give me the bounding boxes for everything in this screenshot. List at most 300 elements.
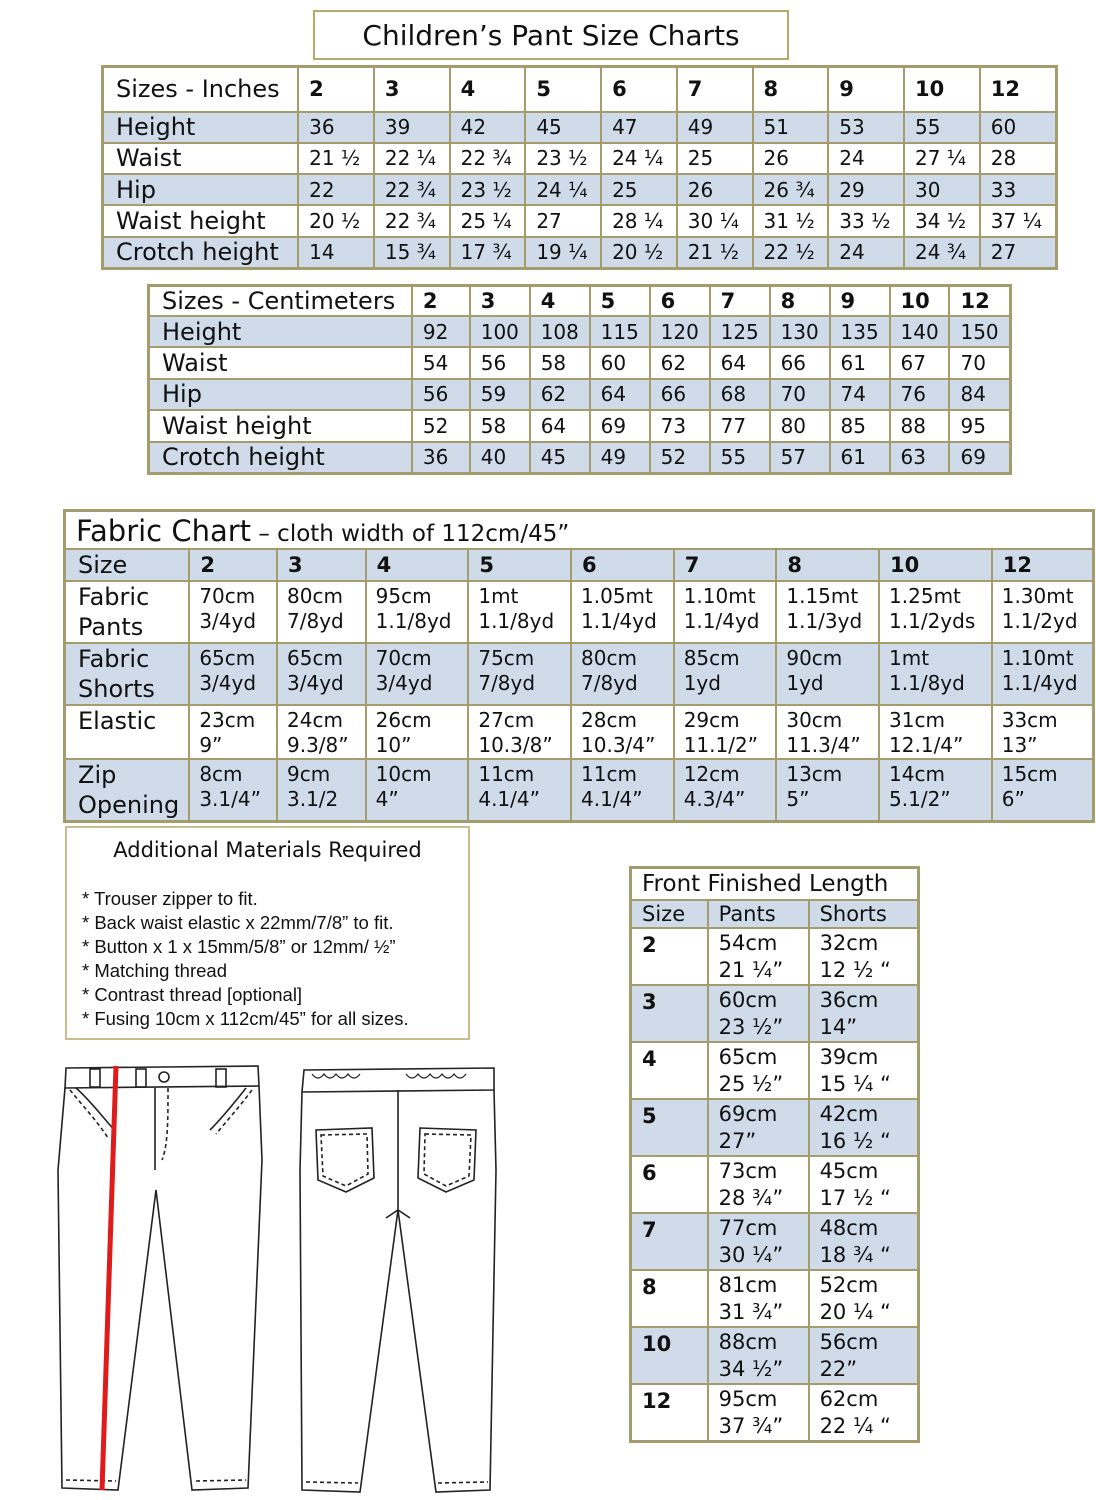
cell-metric: 70cm <box>375 646 432 670</box>
cell-imperial: 14” <box>819 1014 858 1039</box>
row-label: Hip <box>149 379 412 410</box>
cell-metric: 88cm <box>718 1329 778 1354</box>
table-cell: 42 <box>450 112 526 143</box>
cell-imperial: 27” <box>718 1128 757 1153</box>
cell-metric: 69cm <box>718 1101 778 1126</box>
cell-metric: 1.10mt <box>1001 646 1074 670</box>
row-label-line: Fabric <box>78 645 150 673</box>
cell-imperial: 1.1/4yd <box>1001 671 1078 695</box>
table-cell <box>992 759 1094 822</box>
table-cell: 25 ¼ <box>450 205 526 236</box>
size-header: 2 <box>298 67 374 112</box>
table-cell: 49 <box>590 442 650 474</box>
table-cell: 23 ½ <box>450 174 526 205</box>
cell-metric: 80cm <box>287 584 343 608</box>
table-cell: 34 ½ <box>904 205 980 236</box>
size-cell: 6 <box>631 1156 708 1213</box>
centimeters-header-label: Sizes - Centimeters <box>149 286 412 317</box>
cell-imperial: 1yd <box>786 671 824 695</box>
cell-imperial: 4.1/4” <box>478 787 540 811</box>
row-label-line: Zip <box>78 761 117 789</box>
cell-metric: 11cm <box>581 762 637 786</box>
table-cell: 52 <box>412 410 470 441</box>
cell-imperial: 1.1/8yd <box>889 671 965 695</box>
size-cell: 4 <box>631 1042 708 1099</box>
materials-item: * Button x 1 x 15mm/5/8” or 12mm/ ½” <box>82 936 396 957</box>
materials-item: * Contrast thread [optional] <box>82 984 303 1005</box>
table-cell: 22 ½ <box>753 237 829 269</box>
shorts-cell <box>809 1042 919 1099</box>
size-cell: 12 <box>631 1384 708 1442</box>
table-cell: 108 <box>530 316 590 347</box>
row-label: Crotch height <box>149 442 412 474</box>
pants-cell <box>708 1384 809 1442</box>
table-cell: 57 <box>770 442 830 474</box>
table-row <box>149 442 1011 474</box>
table-cell: 33 <box>980 174 1057 205</box>
size-header: 9 <box>828 67 904 112</box>
cell-imperial: 31 ¾” <box>718 1299 784 1324</box>
cell-metric: 33cm <box>1001 708 1058 732</box>
table-cell: 62 <box>650 347 710 378</box>
cell-imperial: 5” <box>786 787 810 811</box>
cell-metric: 15cm <box>1001 762 1058 786</box>
inches-header-label: Sizes - Inches <box>103 67 299 112</box>
ffl-header-shorts: Shorts <box>809 900 919 928</box>
back-pocket-left <box>316 1128 374 1192</box>
fabric-title-text: Fabric Chart <box>76 514 252 548</box>
cell-imperial: 3.1/2 <box>287 787 339 811</box>
table-cell: 25 <box>677 143 753 174</box>
cell-metric: 65cm <box>287 646 343 670</box>
table-cell: 73 <box>650 410 710 441</box>
pants-back-view <box>290 1060 510 1500</box>
cell-metric: 65cm <box>718 1044 778 1069</box>
table-cell <box>277 581 366 643</box>
row-label: Height <box>103 112 299 143</box>
cell-metric: 42cm <box>819 1101 879 1126</box>
table-cell: 22 ¾ <box>374 174 450 205</box>
cell-metric: 90cm <box>786 646 843 670</box>
row-label-line: Fabric <box>78 583 150 611</box>
table-cell: 70 <box>770 379 830 410</box>
front-pocket-left <box>76 1088 116 1132</box>
size-header: 9 <box>830 286 890 317</box>
table-row <box>631 1156 919 1213</box>
cell-imperial: 17 ½ “ <box>819 1185 891 1210</box>
table-cell: 88 <box>890 410 950 441</box>
cell-metric: 14cm <box>889 762 945 786</box>
table-cell: 56 <box>412 379 470 410</box>
table-cell: 120 <box>650 316 710 347</box>
table-cell: 47 <box>601 112 677 143</box>
size-cell: 5 <box>631 1099 708 1156</box>
centimeters-size-table <box>147 284 1012 475</box>
cell-metric: 60cm <box>718 987 778 1012</box>
table-row <box>103 112 1057 143</box>
cell-imperial: 22” <box>819 1356 858 1381</box>
size-cell: 7 <box>631 1213 708 1270</box>
ffl-header-row <box>631 900 919 928</box>
materials-item: * Trouser zipper to fit. <box>82 888 258 909</box>
table-cell: 33 ½ <box>828 205 904 236</box>
materials-item: * Back waist elastic x 22mm/7/8” to fit. <box>82 912 394 933</box>
cell-imperial: 21 ¼” <box>718 957 784 982</box>
cell-metric: 65cm <box>199 646 256 670</box>
size-header: 12 <box>949 286 1010 317</box>
table-cell: 85 <box>830 410 890 441</box>
row-label <box>65 705 190 759</box>
size-header: 12 <box>992 549 1094 581</box>
cell-metric: 1mt <box>889 646 930 670</box>
cell-imperial: 3/4yd <box>375 671 433 695</box>
size-header: 5 <box>590 286 650 317</box>
front-pocket-right <box>210 1088 246 1130</box>
size-header: 4 <box>450 67 526 112</box>
size-header: 3 <box>277 549 366 581</box>
cell-imperial: 22 ¼ “ <box>819 1413 891 1438</box>
cell-imperial: 10” <box>375 733 412 757</box>
cell-metric: 56cm <box>819 1329 879 1354</box>
row-label-line: Shorts <box>78 675 155 703</box>
pants-outline <box>58 1086 262 1490</box>
table-row <box>631 1270 919 1327</box>
table-row <box>65 705 1094 759</box>
cell-imperial: 18 ¾ “ <box>819 1242 891 1267</box>
table-cell: 39 <box>374 112 450 143</box>
cell-metric: 73cm <box>718 1158 778 1183</box>
shorts-cell <box>809 1327 919 1384</box>
table-row <box>631 985 919 1042</box>
size-header: 6 <box>650 286 710 317</box>
table-cell: 95 <box>949 410 1010 441</box>
cell-metric: 11cm <box>478 762 535 786</box>
table-cell: 92 <box>412 316 470 347</box>
row-label-line: Opening <box>78 791 180 819</box>
table-cell <box>571 643 674 705</box>
pants-cell <box>708 985 809 1042</box>
cell-imperial: 4” <box>375 787 399 811</box>
table-row <box>65 581 1094 643</box>
table-cell: 125 <box>710 316 770 347</box>
table-cell: 53 <box>828 112 904 143</box>
cell-imperial: 20 ¼ “ <box>819 1299 891 1324</box>
table-cell: 29 <box>828 174 904 205</box>
row-label <box>65 759 190 822</box>
cell-metric: 48cm <box>819 1215 879 1240</box>
cell-metric: 95cm <box>718 1386 778 1411</box>
table-cell: 22 <box>298 174 374 205</box>
size-header: 12 <box>980 67 1057 112</box>
cell-metric: 26cm <box>375 708 432 732</box>
table-cell: 130 <box>770 316 830 347</box>
table-cell <box>189 643 277 705</box>
fabric-header-row <box>65 549 1094 581</box>
table-cell: 19 ¼ <box>525 237 601 269</box>
table-row <box>65 643 1094 705</box>
table-cell <box>879 643 992 705</box>
size-header: 5 <box>468 549 571 581</box>
table-row <box>631 1384 919 1442</box>
table-cell <box>879 581 992 643</box>
table-row <box>103 237 1057 269</box>
table-cell <box>468 581 571 643</box>
size-header: 7 <box>710 286 770 317</box>
table-cell <box>776 581 879 643</box>
table-cell: 59 <box>470 379 530 410</box>
cell-imperial: 1.1/4yd <box>683 609 760 633</box>
cell-imperial: 23 ½” <box>718 1014 784 1039</box>
table-row <box>631 1099 919 1156</box>
size-header: 8 <box>753 67 829 112</box>
table-row <box>631 1213 919 1270</box>
table-cell: 68 <box>710 379 770 410</box>
cell-imperial: 11.3/4” <box>786 733 861 757</box>
materials-item: * Fusing 10cm x 112cm/45” for all sizes. <box>82 1008 409 1029</box>
table-cell: 22 ¾ <box>450 143 526 174</box>
table-cell: 28 ¼ <box>601 205 677 236</box>
row-label: Waist <box>149 347 412 378</box>
cell-imperial: 15 ¼ “ <box>819 1071 891 1096</box>
table-row <box>631 1042 919 1099</box>
table-cell <box>776 759 879 822</box>
table-cell: 150 <box>949 316 1010 347</box>
table-cell: 30 ¼ <box>677 205 753 236</box>
table-cell: 140 <box>890 316 950 347</box>
cell-metric: 8cm <box>199 762 243 786</box>
table-cell: 27 ¼ <box>904 143 980 174</box>
size-header: 6 <box>601 67 677 112</box>
cell-imperial: 28 ¾” <box>718 1185 784 1210</box>
table-cell <box>674 581 777 643</box>
fabric-subtitle: – cloth width of 112cm/45” <box>251 521 570 547</box>
table-row <box>65 759 1094 822</box>
table-cell <box>992 643 1094 705</box>
table-cell <box>366 759 469 822</box>
size-header: 4 <box>366 549 469 581</box>
cell-imperial: 10.3/4” <box>581 733 656 757</box>
table-cell: 36 <box>298 112 374 143</box>
size-header: 4 <box>530 286 590 317</box>
ffl-title: Front Finished Length <box>631 868 919 900</box>
pants-cell <box>708 1213 809 1270</box>
cell-metric: 1mt <box>478 584 519 608</box>
cell-imperial: 9.3/8” <box>287 733 349 757</box>
table-cell: 51 <box>753 112 829 143</box>
cell-imperial: 9” <box>199 733 223 757</box>
table-cell: 67 <box>890 347 950 378</box>
table-cell: 45 <box>525 112 601 143</box>
table-cell: 14 <box>298 237 374 269</box>
cell-metric: 45cm <box>819 1158 879 1183</box>
table-cell: 26 <box>677 174 753 205</box>
table-cell <box>366 581 469 643</box>
cell-metric: 1.25mt <box>889 584 961 608</box>
cell-metric: 23cm <box>199 708 256 732</box>
size-header: 8 <box>776 549 879 581</box>
row-label: Crotch height <box>103 237 299 269</box>
table-cell: 69 <box>590 410 650 441</box>
cell-imperial: 25 ½” <box>718 1071 784 1096</box>
table-cell: 36 <box>412 442 470 474</box>
table-cell: 58 <box>470 410 530 441</box>
cell-imperial: 12.1/4” <box>889 733 964 757</box>
table-cell: 60 <box>590 347 650 378</box>
table-cell: 24 ¼ <box>601 143 677 174</box>
cell-metric: 81cm <box>718 1272 778 1297</box>
table-row <box>103 174 1057 205</box>
table-cell <box>366 643 469 705</box>
pants-cell <box>708 1270 809 1327</box>
cell-metric: 95cm <box>375 584 432 608</box>
cell-imperial: 1.1/4yd <box>581 609 657 633</box>
table-cell: 37 ¼ <box>980 205 1057 236</box>
cell-metric: 80cm <box>581 646 637 670</box>
size-cell: 8 <box>631 1270 708 1327</box>
cell-metric: 32cm <box>819 930 879 955</box>
cell-metric: 13cm <box>786 762 843 786</box>
cell-metric: 10cm <box>375 762 432 786</box>
size-header: 6 <box>571 549 674 581</box>
table-cell: 21 ½ <box>677 237 753 269</box>
cell-metric: 28cm <box>581 708 637 732</box>
size-header: 10 <box>879 549 992 581</box>
table-cell: 115 <box>590 316 650 347</box>
table-cell: 27 <box>525 205 601 236</box>
cell-imperial: 1.1/8yd <box>478 609 555 633</box>
table-cell: 22 ¼ <box>374 143 450 174</box>
cell-metric: 27cm <box>478 708 535 732</box>
shorts-cell <box>809 1099 919 1156</box>
length-measure-line <box>102 1066 116 1490</box>
pants-cell <box>708 1156 809 1213</box>
materials-item: * Matching thread <box>82 960 228 981</box>
table-cell: 40 <box>470 442 530 474</box>
cell-metric: 85cm <box>683 646 740 670</box>
ffl-title-row <box>631 868 919 900</box>
table-cell: 61 <box>830 442 890 474</box>
size-header: 3 <box>374 67 450 112</box>
cell-imperial: 3.1/4” <box>199 787 261 811</box>
cell-imperial: 16 ½ “ <box>819 1128 891 1153</box>
cell-imperial: 5.1/2” <box>889 787 951 811</box>
row-label <box>65 643 190 705</box>
table-row <box>149 410 1011 441</box>
shorts-cell <box>809 985 919 1042</box>
cell-imperial: 7/8yd <box>478 671 536 695</box>
table-cell: 70 <box>949 347 1010 378</box>
table-cell: 26 <box>753 143 829 174</box>
pants-cell <box>708 1099 809 1156</box>
table-cell <box>992 581 1094 643</box>
table-cell: 24 <box>828 143 904 174</box>
size-header: 3 <box>470 286 530 317</box>
table-row <box>149 379 1011 410</box>
ffl-header-pants: Pants <box>708 900 809 928</box>
size-header: 10 <box>904 67 980 112</box>
table-cell: 25 <box>601 174 677 205</box>
table-cell <box>189 759 277 822</box>
table-cell: 84 <box>949 379 1010 410</box>
table-cell <box>776 705 879 759</box>
table-cell <box>571 581 674 643</box>
fabric-title-row <box>65 511 1094 550</box>
cell-metric: 9cm <box>287 762 331 786</box>
table-cell: 80 <box>770 410 830 441</box>
cell-metric: 12cm <box>683 762 740 786</box>
table-cell: 24 ¼ <box>525 174 601 205</box>
table-cell: 49 <box>677 112 753 143</box>
button-icon <box>159 1072 169 1082</box>
row-label: Waist height <box>103 205 299 236</box>
table-cell: 27 <box>980 237 1057 269</box>
cell-imperial: 13” <box>1001 733 1038 757</box>
cell-metric: 1.10mt <box>683 584 756 608</box>
table-cell: 20 ½ <box>601 237 677 269</box>
table-cell: 66 <box>770 347 830 378</box>
table-cell: 23 ½ <box>525 143 601 174</box>
cell-imperial: 10.3/8” <box>478 733 553 757</box>
table-cell: 64 <box>530 410 590 441</box>
table-cell: 77 <box>710 410 770 441</box>
table-cell <box>674 643 777 705</box>
table-cell: 76 <box>890 379 950 410</box>
cell-metric: 70cm <box>199 584 256 608</box>
table-row <box>103 143 1057 174</box>
front-finished-length-table <box>629 866 920 1443</box>
table-cell: 64 <box>710 347 770 378</box>
additional-materials-box <box>65 826 470 1040</box>
table-row <box>631 928 919 985</box>
fabric-chart-table <box>63 509 1095 823</box>
cell-imperial: 3/4yd <box>287 671 344 695</box>
ffl-header-size: Size <box>631 900 708 928</box>
shorts-cell <box>809 1213 919 1270</box>
page-title: Children’s Pant Size Charts <box>313 10 789 60</box>
table-row <box>103 205 1057 236</box>
table-cell: 100 <box>470 316 530 347</box>
table-row <box>149 316 1011 347</box>
row-label: Waist <box>103 143 299 174</box>
table-cell <box>189 581 277 643</box>
shorts-cell <box>809 928 919 985</box>
table-cell: 135 <box>830 316 890 347</box>
table-cell: 66 <box>650 379 710 410</box>
cell-imperial: 30 ¼” <box>718 1242 784 1267</box>
table-cell: 21 ½ <box>298 143 374 174</box>
cell-imperial: 1.1/2yds <box>889 609 976 633</box>
cell-imperial: 1.1/3yd <box>786 609 863 633</box>
materials-title: Additional Materials Required <box>113 838 422 862</box>
table-cell: 52 <box>650 442 710 474</box>
table-cell: 17 ¾ <box>450 237 526 269</box>
cell-metric: 54cm <box>718 930 778 955</box>
table-cell <box>879 759 992 822</box>
cell-imperial: 1yd <box>683 671 721 695</box>
centimeters-header-row <box>149 286 1011 317</box>
table-cell: 61 <box>830 347 890 378</box>
size-header: 2 <box>189 549 277 581</box>
size-header: 10 <box>890 286 950 317</box>
table-cell: 54 <box>412 347 470 378</box>
cell-metric: 31cm <box>889 708 945 732</box>
table-cell: 26 ¾ <box>753 174 829 205</box>
pants-cell <box>708 928 809 985</box>
table-cell: 74 <box>830 379 890 410</box>
back-pocket-right <box>418 1128 476 1192</box>
cell-metric: 39cm <box>819 1044 879 1069</box>
table-cell: 30 <box>904 174 980 205</box>
